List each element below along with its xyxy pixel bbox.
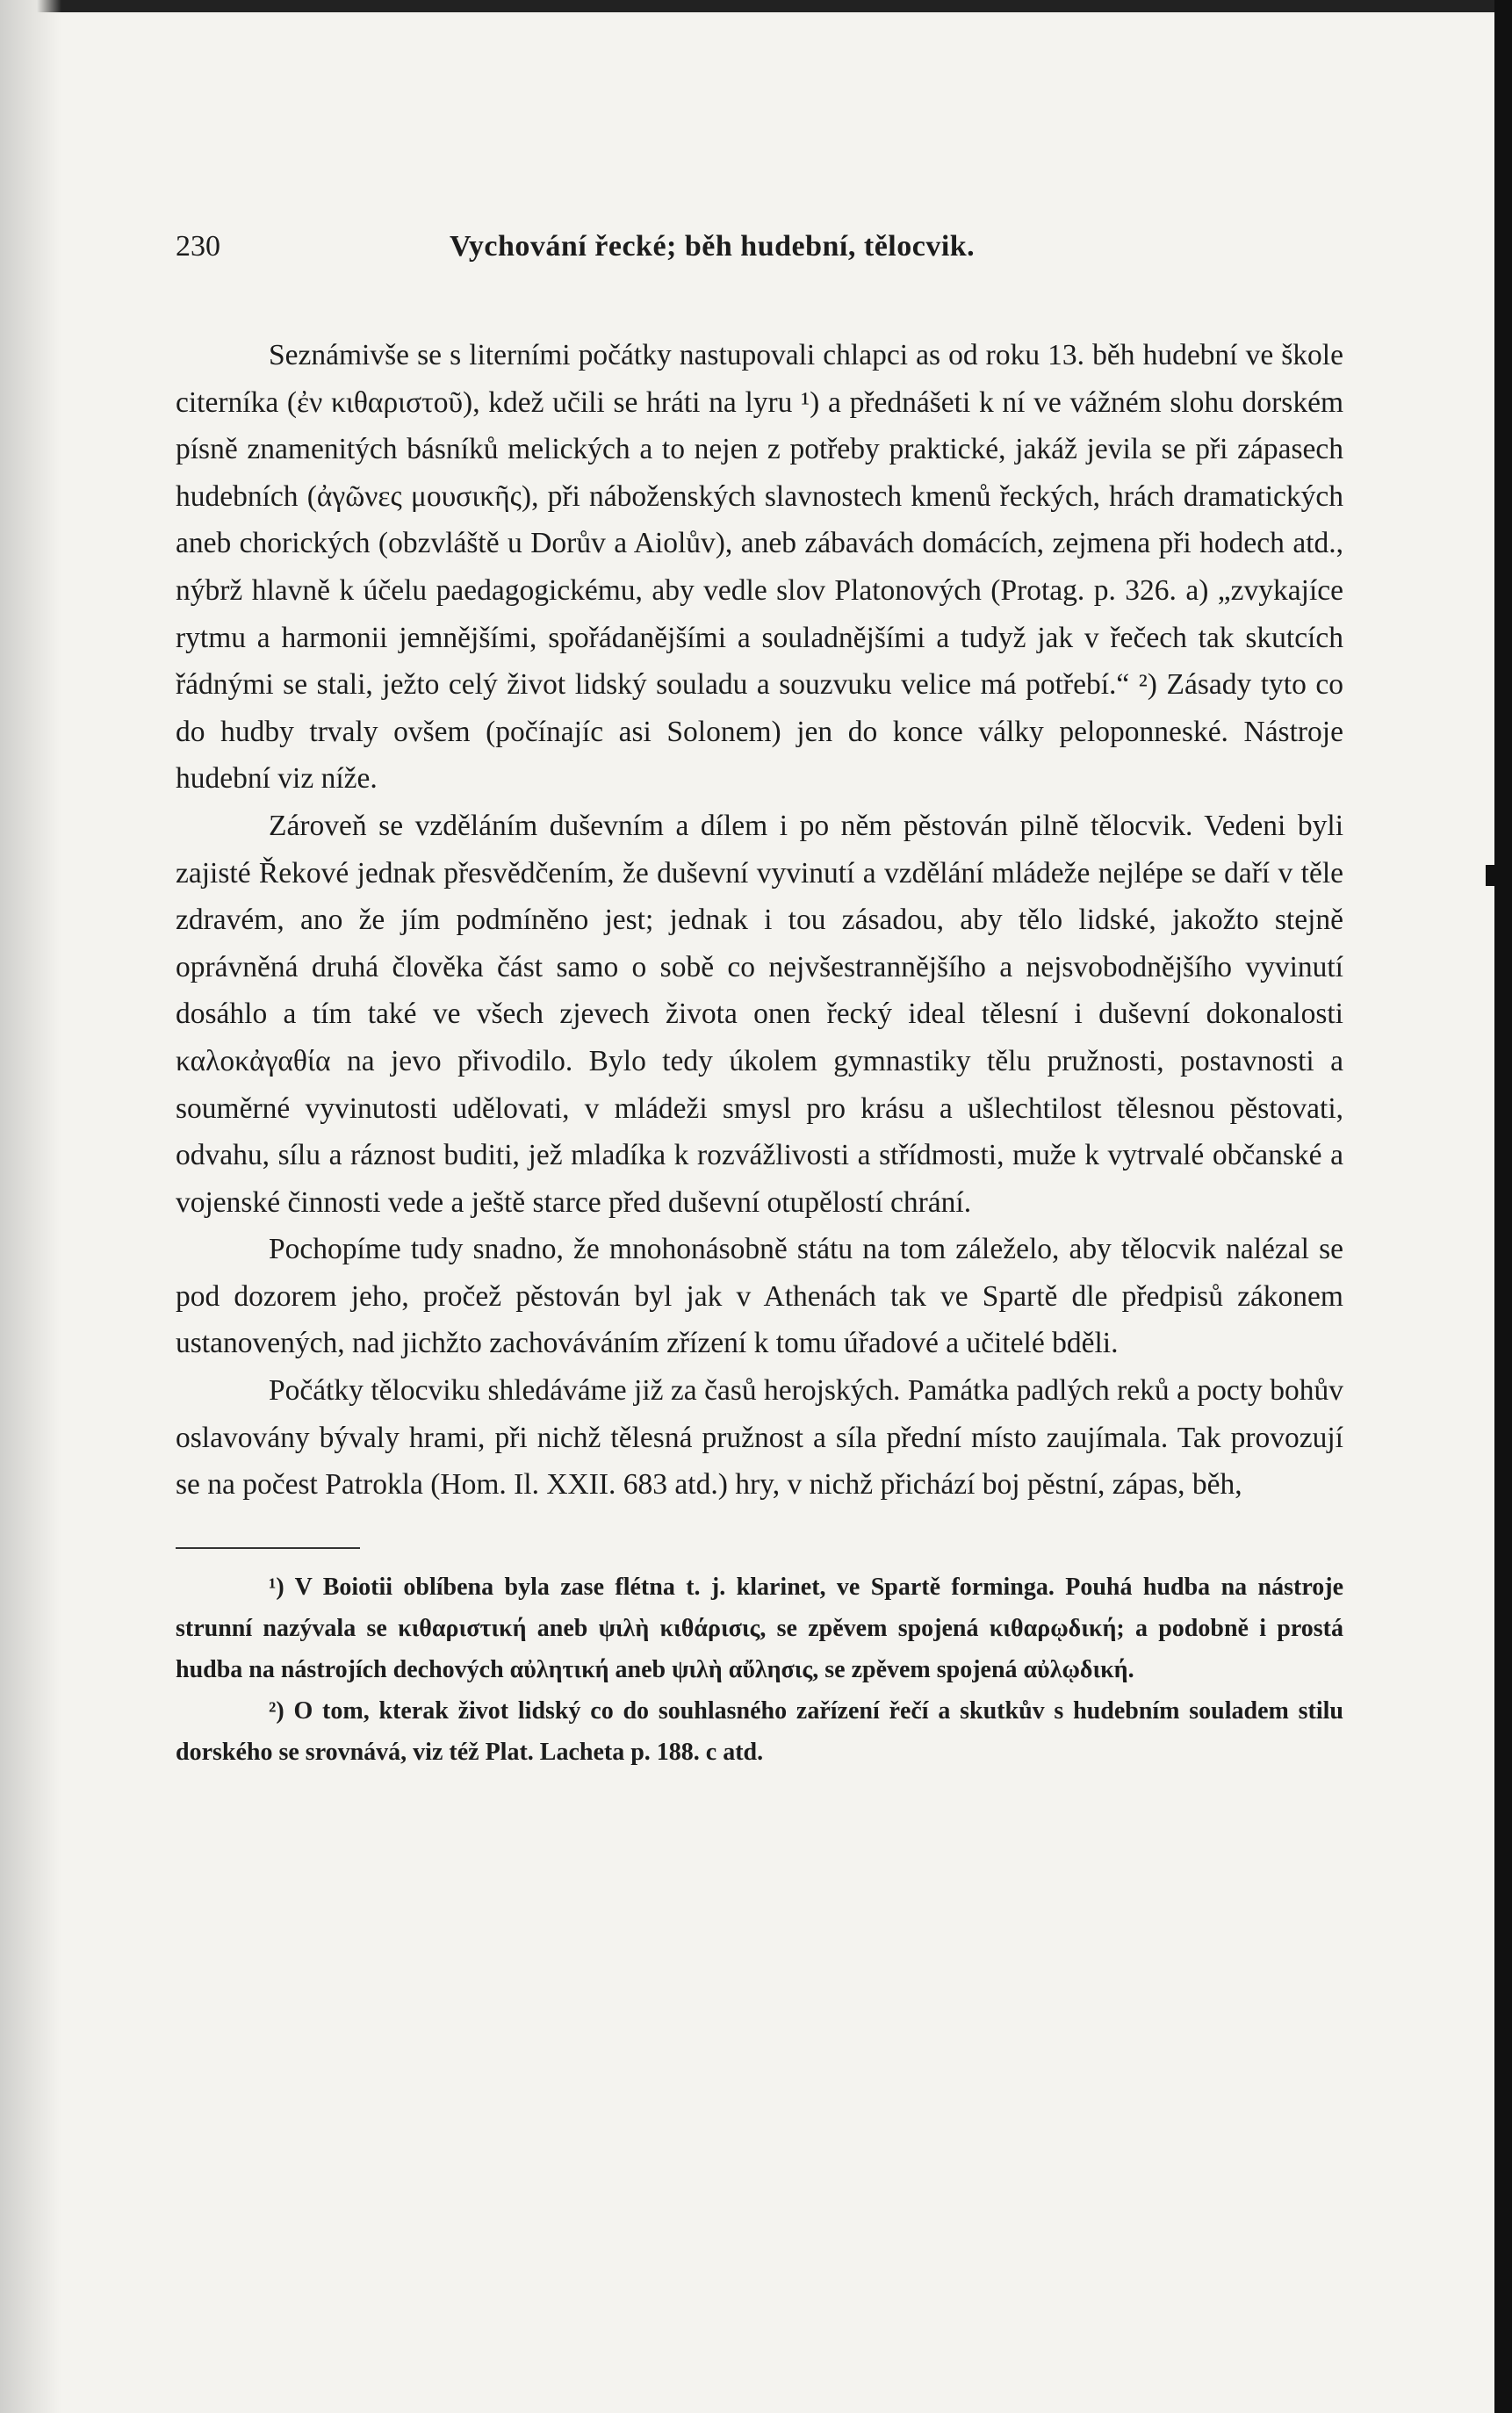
scan-edge-mark — [1486, 865, 1494, 886]
running-head — [176, 230, 1343, 279]
paragraph-2: Zároveň se vzděláním duševním a dílem i po něm pěstován pilně tělocvik. Vedeni byli zajisté Řekové jednak přesvědčením, že duševní vyvinutí a vzdělání mládeže nejlépe se daří v těle zdravém, ano že jím podmíněno jest; jednak i tou zásadou, aby tělo lidské, jakožto stejně oprávněná druhá člověka část samo o sobě co nejvšestrannějšího a nejsvobodnějšího vyvinutí dosáhlo a tím také ve všech zjevech života onen řecký ideal tělesní i duševní dokonalosti καλοκἀγαθία na jevo přivodilo. Bylo tedy úkolem gymnastiky tělu pružnosti, postavnosti a souměrné vyvinutosti udělovati, v mládeži smysl pro krásu a ušlechtilost tělesnou pěstovati, odvahu, sílu a ráznost buditi, jež mladíka k rozvážlivosti a střídmosti, muže k vytrvalé občanské a vojenské činnosti vede a ještě starce před duševní otupělostí chrání. — [176, 809, 1343, 1219]
scan-right-edge — [1494, 0, 1512, 2413]
footnote-2: ²) O tom, kterak život lidský co do souhlasného zařízení řečí a skutkův s hudebním souladem stilu dorského se srovnává, viz též Plat. Lacheta p. 188. c atd. — [176, 1696, 1343, 1766]
paragraph-4: Počátky tělocviku shledáváme již za časů herojských. Památka padlých reků a pocty bohův oslavovány bývaly hrami, při nichž tělesná pružnost a síla přední místo zaujímala. Tak provozují se na počest Patrokla (Hom. Il. XXII. 683 atd.) hry, v nichž přichází boj pěstní, zápas, běh, — [176, 1374, 1343, 1502]
paragraph-3: Pochopíme tudy snadno, že mnohonásobně státu na tom záleželo, aby tělocvik nalézal se pod dozorem jeho, pročež pěstován byl jak v Athenách tak ve Spartě dle předpisů zákonem ustanovených, nad jichžto zachováváním zřízení k tomu úřadové a učitelé bděli. — [176, 1233, 1343, 1360]
body-text — [176, 332, 1343, 1509]
paragraph-1: Seznámivše se s literními počátky nastupovali chlapci as od roku 13. běh hudební ve škole citerníka (ἐν κιθαριστοῦ), kdež učili se hráti na lyru ¹) a přednášeti k ní ve vážném slohu dorském písně znamenitých básníků melických a to nejen z potřeby praktické, jakáž jevila se při zápasech hudebních (ἀγῶνες μουσικῆς), při náboženských slavnostech kmenů řeckých, hrách dramatických aneb chorických (obzvláště u Dorův a Aiolův), aneb zábavách domácích, zejmena při hodech atd., nýbrž hlavně k účelu paedagogickému, aby vedle slov Platonových (Protag. p. 326. a) „zvykajíce rytmu a harmonii jemnějšími, spořádanějšími a souladnějšími a tudyž jak v řečech tak skutcích řádnými se stali, ježto celý život lidský souladu a souzvuku velice má potřebí.“ ²) Zásady tyto co do hudby trvaly ovšem (počínajíc asi Solonem) jen do konce války peloponneské. Nástroje hudební viz níže. — [176, 339, 1343, 796]
footnote-separator — [176, 1547, 360, 1549]
footnotes — [176, 1567, 1343, 1773]
page-number: 230 — [176, 230, 220, 263]
scan-left-shadow — [0, 0, 61, 2413]
scan-top-edge — [0, 0, 1512, 12]
book-page — [176, 230, 1343, 1773]
running-title: Vychování řecké; běh hudební, tělocvik. — [450, 230, 976, 263]
footnote-1: ¹) V Boiotii oblíbena byla zase flétna t. j. klarinet, ve Spartě forminga. Pouhá hudba na nástroje strunní nazývala se κιθαριστική aneb ψιλὴ κιθάρισις, se zpěvem spojená κιθαρῳδική; a podobně i prostá hudba na nástrojích dechových αὐλητική aneb ψιλὴ αὔλησις, se zpěvem spojená αὐλῳδική. — [176, 1573, 1343, 1683]
